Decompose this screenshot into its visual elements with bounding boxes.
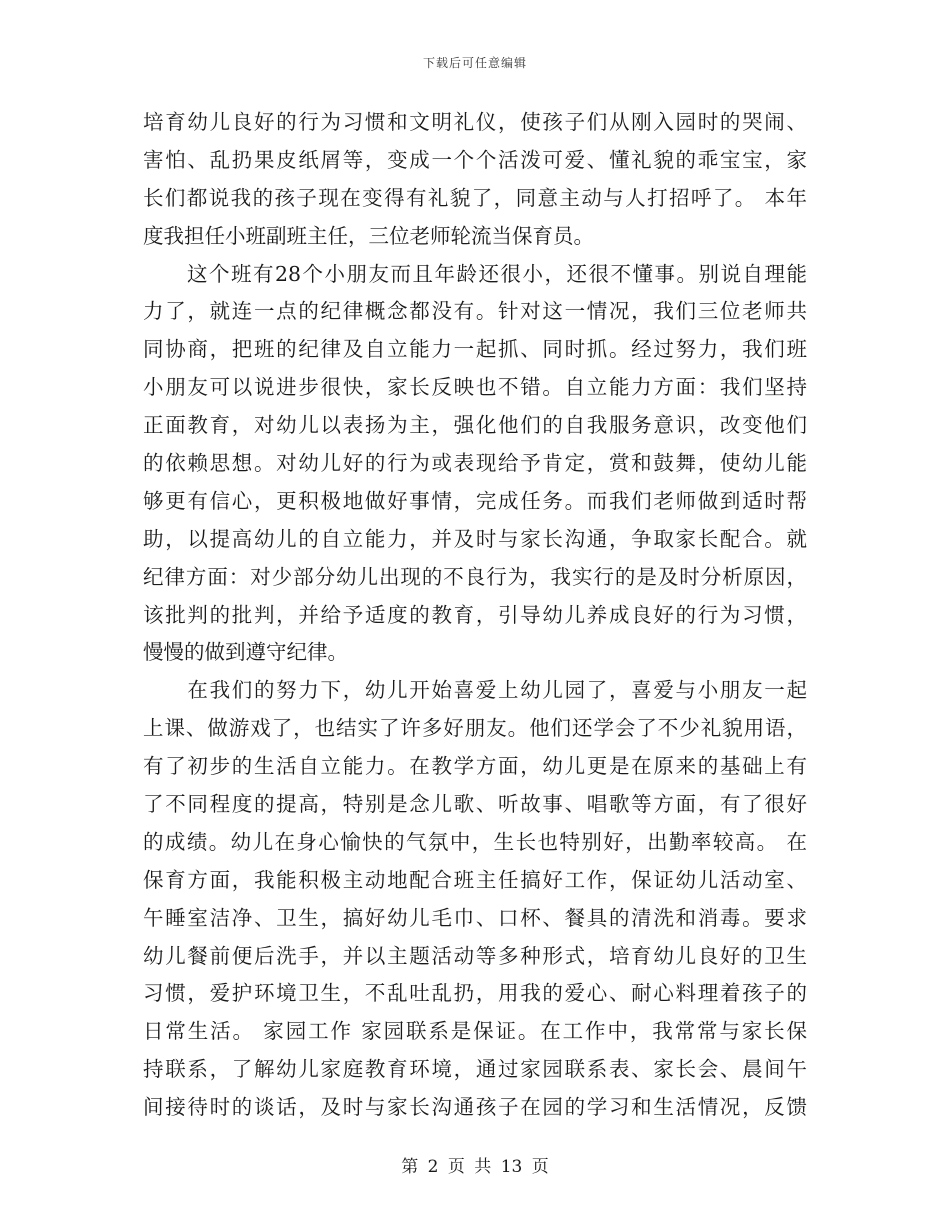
text-line: 的依赖思想。对幼儿好的行为或表现给予肯定，赏和鼓舞，使幼儿能 (143, 451, 807, 476)
text-line: 间接待时的谈话，及时与家长沟通孩子在园的学习和生活情况，反馈 (143, 1095, 807, 1120)
text-line: 保育方面，我能积极主动地配合班主任搞好工作，保证幼儿活动室、 (143, 867, 807, 892)
text-line: 同协商，把班的纪律及自立能力一起抓、同时抓。经过努力，我们班 (143, 337, 807, 362)
text-line: 慢慢的做到遵守纪律。 (143, 640, 348, 665)
text-line: 的成绩。幼儿在身心愉快的气氛中，生长也特别好，出勤率较高。 在 (143, 829, 807, 854)
text-line: 有了初步的生活自立能力。在教学方面，幼儿更是在原来的基础上有 (143, 754, 807, 779)
document-body (143, 104, 807, 1127)
text-line: 力了，就连一点的纪律概念都没有。针对这一情况，我们三位老师共 (143, 299, 807, 324)
text-line: 在我们的努力下，幼儿开始喜爱上幼儿园了，喜爱与小朋友一起 (143, 678, 807, 703)
text-line: 幼儿餐前便后洗手，并以主题活动等多种形式，培育幼儿良好的卫生 (143, 943, 807, 968)
text-line: 培育幼儿良好的行为习惯和文明礼仪，使孩子们从刚入园时的哭闹、 (143, 110, 807, 134)
text-line: 正面教育，对幼儿以表扬为主，强化他们的自我服务意识，改变他们 (143, 413, 807, 438)
text-line: 度我担任小班副班主任，三位老师轮流当保育员。 (143, 223, 594, 248)
text-line: 上课、做游戏了，也结实了许多好朋友。他们还学会了不少礼貌用语， (143, 716, 807, 741)
text-line: 这个班有28个小朋友而且年龄还很小，还很不懂事。别说自理能 (143, 261, 807, 286)
page-header: 下载后可任意编辑 (422, 56, 527, 70)
text-line: 了不同程度的提高，特别是念儿歌、听故事、唱歌等方面，有了很好 (143, 792, 807, 817)
text-line: 害怕、乱扔果皮纸屑等，变成一个个活泼可爱、懂礼貌的乖宝宝，家 (143, 147, 807, 172)
text-line: 纪律方面：对少部分幼儿出现的不良行为，我实行的是及时分析原因， (143, 564, 807, 589)
text-line: 该批判的批判，并给予适度的教育，引导幼儿养成良好的行为习惯， (143, 602, 807, 627)
text-line: 助，以提高幼儿的自立能力，并及时与家长沟通，争取家长配合。就 (143, 526, 807, 551)
text-line: 持联系，了解幼儿家庭教育环境，通过家园联系表、家长会、晨间午 (143, 1057, 807, 1082)
text-line: 习惯，爱护环境卫生，不乱吐乱扔，用我的爱心、耐心料理着孩子的 (143, 981, 807, 1006)
page-number-footer: 第 2 页 共 13 页 (401, 1157, 549, 1177)
text-line: 小朋友可以说进步很快，家长反映也不错。自立能力方面：我们坚持 (143, 375, 807, 400)
text-line: 长们都说我的孩子现在变得有礼貌了，同意主动与人打招呼了。 本年 (143, 185, 807, 210)
text-line: 午睡室洁净、卫生，搞好幼儿毛巾、口杯、餐具的清洗和消毒。要求 (143, 905, 807, 930)
text-line: 日常生活。 家园工作 家园联系是保证。在工作中，我常常与家长保 (143, 1019, 807, 1044)
text-line: 够更有信心，更积极地做好事情，完成任务。而我们老师做到适时帮 (143, 488, 807, 513)
